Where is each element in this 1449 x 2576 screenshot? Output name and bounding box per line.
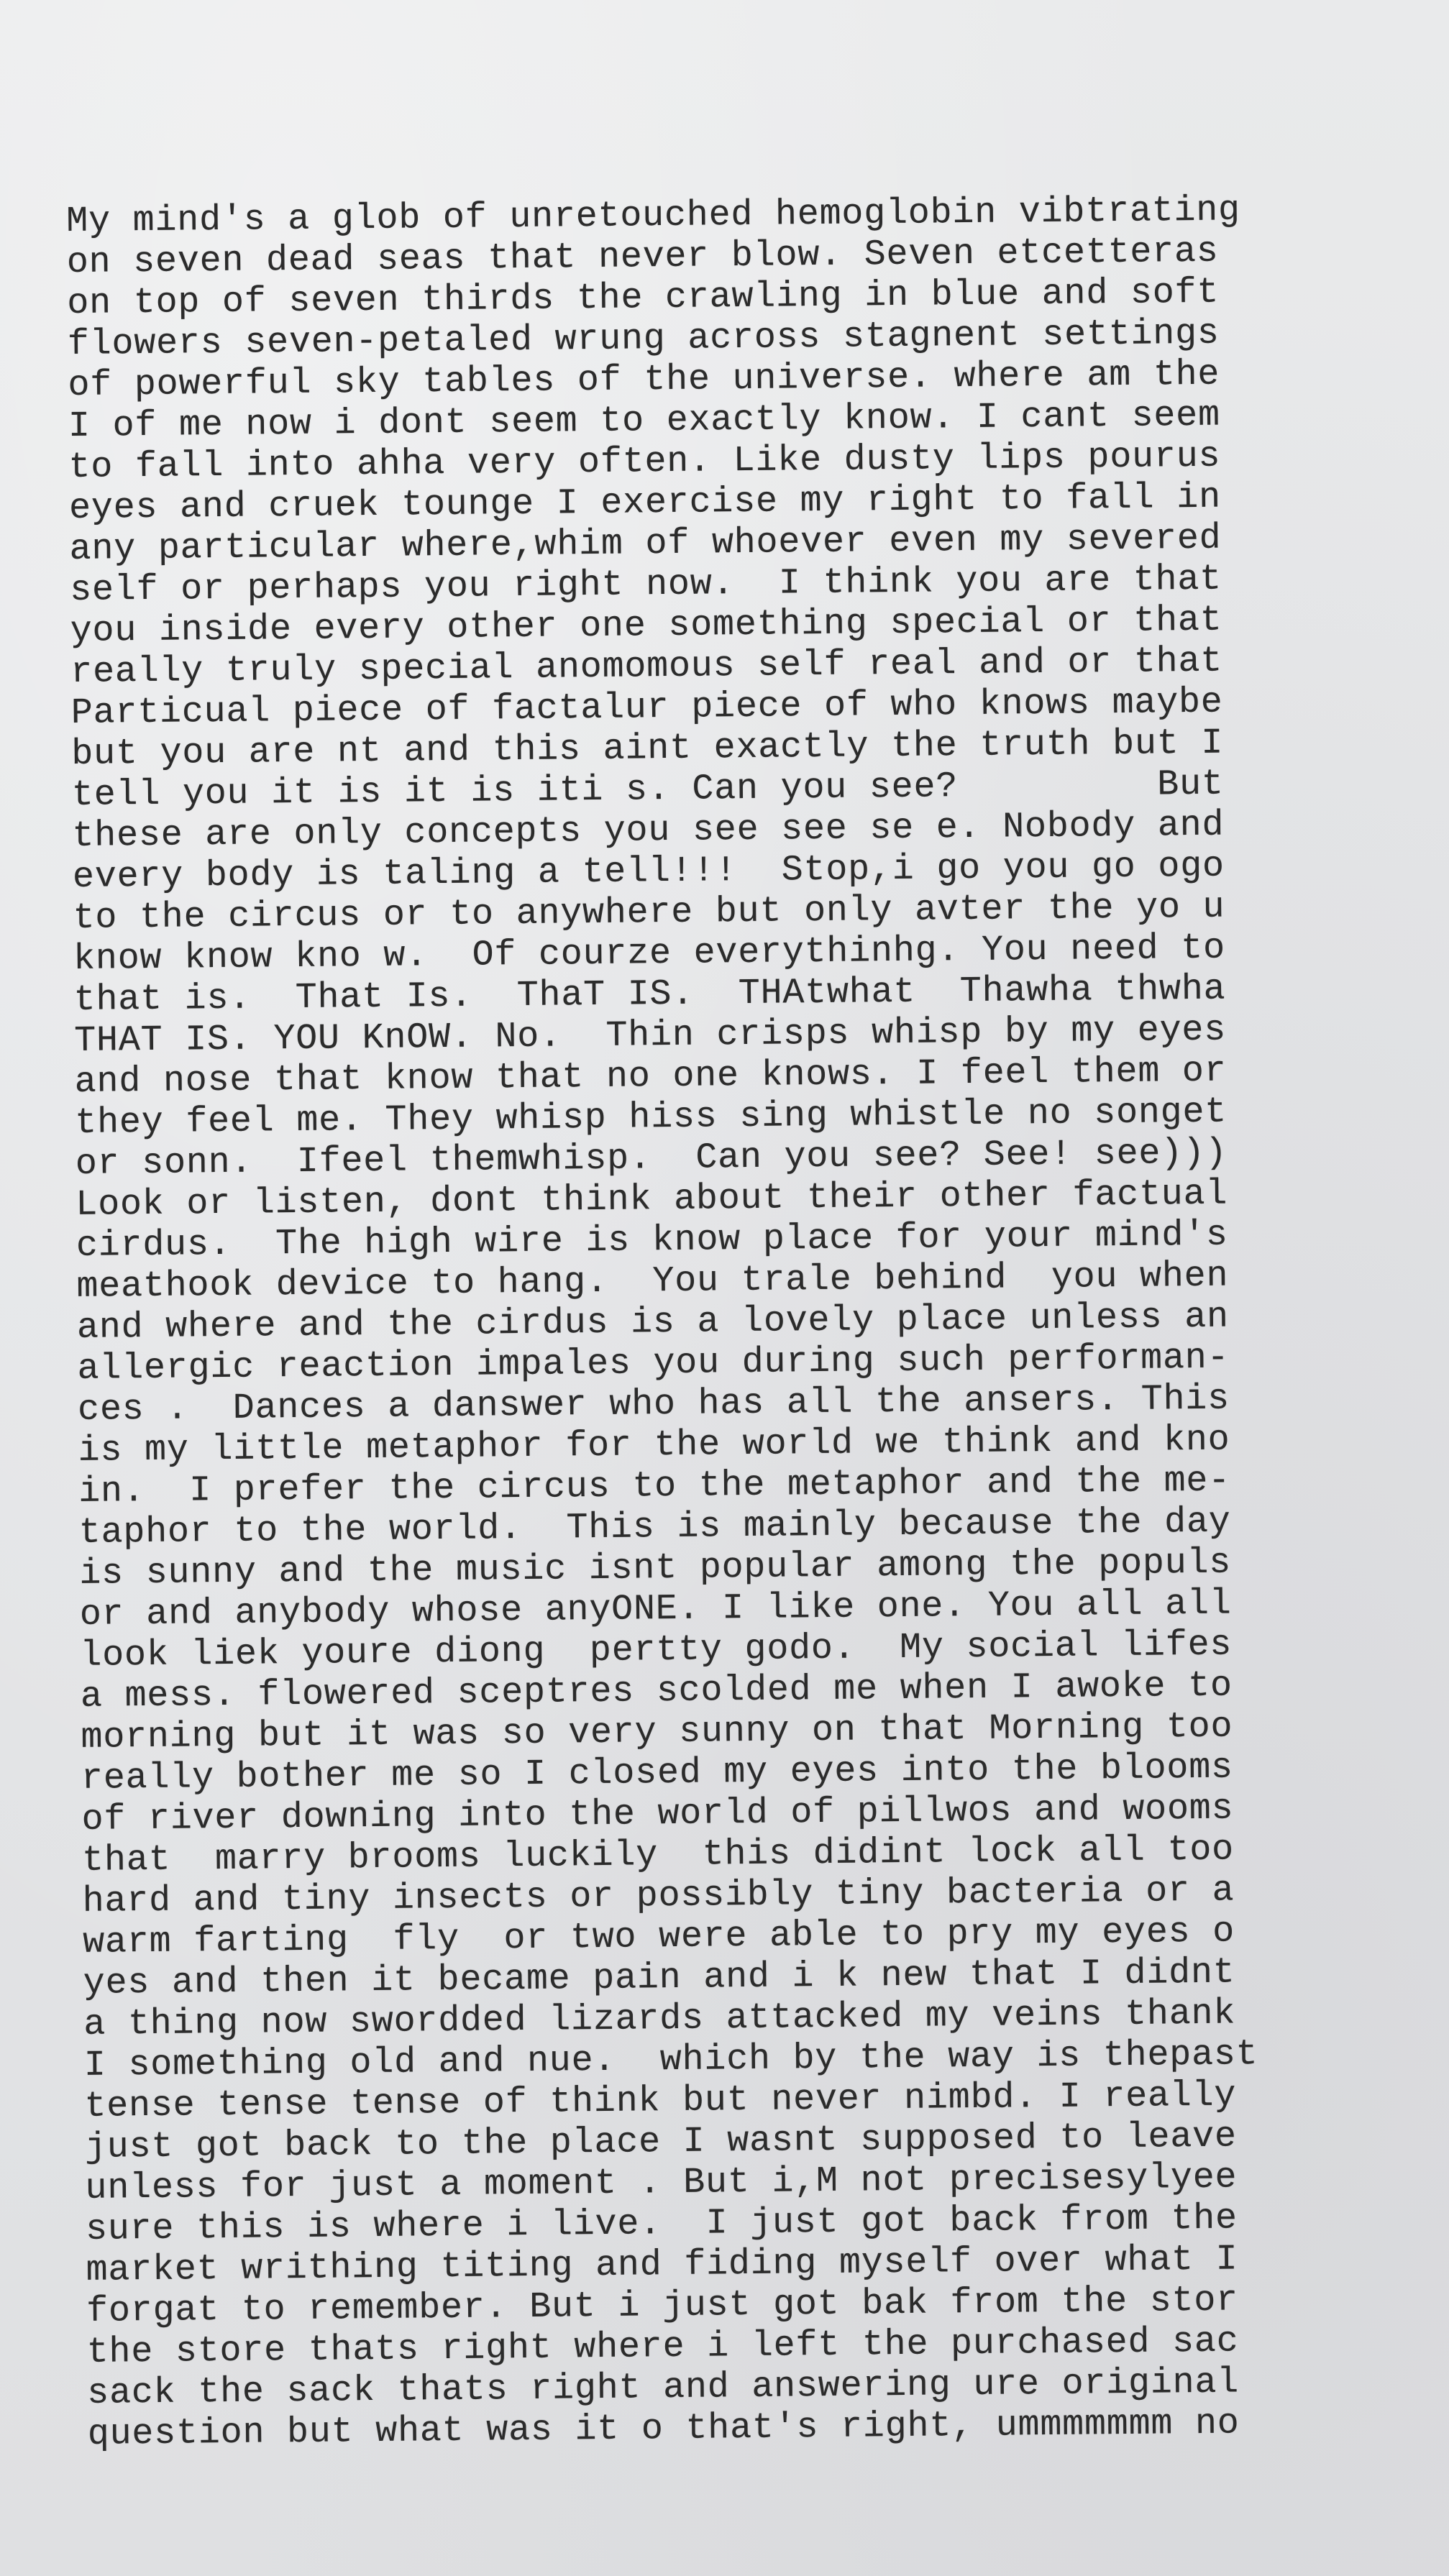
text-line: sack the sack thats right and answering ure original	[86, 2362, 1240, 2414]
text-line: really truly special anomomous self real and or that	[70, 641, 1223, 693]
text-line: Look or listen, dont think about their other factual	[76, 1173, 1228, 1226]
text-line: these are only concepts you see see se e. Nobody and	[72, 805, 1225, 857]
text-line: and nose that know that no one knows. I feel them or	[74, 1050, 1227, 1103]
text-line: market writhing titing and fiding myself over what I	[86, 2239, 1238, 2291]
text-line: of river downing into the world of pillwos and wooms	[81, 1788, 1234, 1841]
text-line: they feel me. They whisp hiss sing whistle no songet	[75, 1091, 1228, 1144]
text-line: cirdus. The high wire is know place for your mind's	[76, 1214, 1229, 1267]
text-line: I of me now i dont seem to exactly know. I cant seem	[68, 395, 1221, 447]
text-line: look liek youre diong pertty godo. My social lifes	[80, 1624, 1233, 1677]
text-line: sure this is where i live. I just got back from the	[85, 2198, 1238, 2250]
text-line: hard and tiny insects or possibly tiny bacteria or a	[82, 1870, 1235, 1922]
text-line: or sonn. Ifeel themwhisp. Can you see? See! see)))	[75, 1132, 1228, 1185]
text-line: that marry brooms luckily this didint lock all too	[81, 1829, 1235, 1881]
text-line: eyes and cruek tounge I exercise my right to fall in	[68, 477, 1222, 529]
text-line: tell you it is it is iti s. Can you see? But	[71, 764, 1224, 816]
text-line: just got back to the place I wasnt supposed to leave	[84, 2116, 1238, 2168]
text-line: forgat to remember. But i just got bak from the stor	[86, 2280, 1239, 2332]
text-line: but you are nt and this aint exactly the truth but I	[71, 723, 1224, 775]
text-line: ces . Dances a danswer who has all the ansers. This	[77, 1378, 1230, 1431]
text-line: yes and then it became pain and i k new that I didnt	[83, 1952, 1235, 2004]
text-line: meathook device to hang. You trale behind you when	[76, 1255, 1229, 1308]
text-line: to fall into ahha very often. Like dusty lips pourus	[68, 436, 1221, 488]
text-line: is sunny and the music isnt popular among the populs	[79, 1542, 1232, 1595]
text-line: really bother me so I closed my eyes into the blooms	[81, 1747, 1234, 1800]
text-line: on seven dead seas that never blow. Seven etcetteras	[66, 231, 1219, 283]
text-line: know know kno w. Of courze everythinhg. You need to	[73, 927, 1226, 980]
text-line: on top of seven thirds the crawling in blue and soft	[67, 272, 1220, 324]
text-line: unless for just a moment . But i,M not precisesylyee	[85, 2157, 1238, 2209]
text-line: flowers seven-petaled wrung across stagnent settings	[67, 313, 1220, 365]
text-line: Particual piece of factalur piece of who knows maybe	[70, 682, 1223, 734]
text-line: or and anybody whose anyONE. I like one. You all all	[79, 1583, 1232, 1636]
text-line: every body is taling a tell!!! Stop,i go you go ogo	[72, 845, 1225, 898]
text-line: tense tense tense of think but never nimbd. I really	[84, 2075, 1237, 2127]
text-line: any particular where,whim of whoever even my severed	[69, 518, 1222, 570]
text-line: THAT IS. YOU KnOW. No. Thin crisps whisp by my eyes	[73, 1009, 1227, 1062]
text-line: self or perhaps you right now. I think you are that	[69, 559, 1222, 611]
text-line: to the circus or to anywhere but only avter the yo u	[73, 886, 1225, 939]
text-line: you inside every other one something special or that	[70, 600, 1222, 652]
text-line: warm farting fly or two were able to pry my eyes o	[82, 1911, 1235, 1963]
text-line: I something old and nue. which by the way is thepast	[83, 2034, 1258, 2086]
text-line: allergic reaction impales you during such performan-	[77, 1337, 1230, 1390]
text-line: question but what was it o that's right, ummmmmmm no	[87, 2403, 1240, 2455]
text-line: a mess. flowered sceptres scolded me when I awoke to	[80, 1665, 1233, 1718]
text-line: and where and the cirdus is a lovely place unless an	[76, 1296, 1230, 1349]
text-line: of powerful sky tables of the universe. where am the	[68, 354, 1220, 406]
text-line: the store thats right where i left the purchased sac	[86, 2321, 1239, 2373]
text-line: My mind's a glob of unretouched hemoglobin vibtrating	[66, 190, 1241, 242]
text-line: that is. That Is. ThaT IS. THAtwhat Thawha thwha	[73, 968, 1226, 1021]
text-line: taphor to the world. This is mainly because the day	[78, 1501, 1231, 1554]
text-line: a thing now swordded lizards attacked my veins thank	[83, 1993, 1236, 2045]
typed-text-body	[66, 188, 1440, 2455]
text-line: morning but it was so very sunny on that Morning too	[81, 1706, 1233, 1759]
text-line: is my little metaphor for the world we think and kno	[78, 1419, 1230, 1472]
text-line: in. I prefer the circus to the metaphor and the me-	[78, 1460, 1231, 1513]
